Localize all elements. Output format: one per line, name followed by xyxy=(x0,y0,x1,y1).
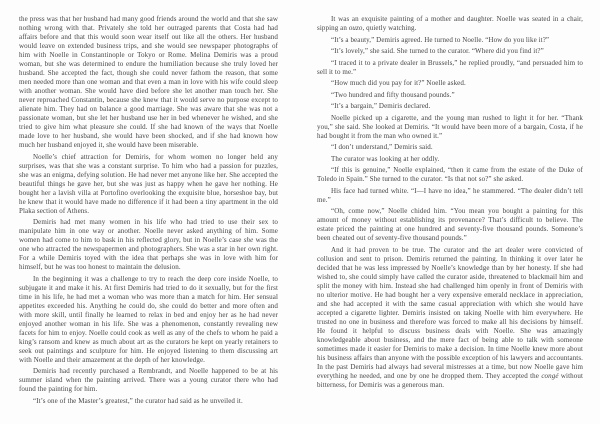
paragraph: “I traced it to a private dealer in Brussels,” he replied proudly, “and persuaded him to sell it to me.” xyxy=(317,58,583,76)
paragraph: “If this is genuine,” Noelle explained, “then it came from the estate of the Duke of Toledo in Spain.” She turned to the curator. “Is that not so?” she asked. xyxy=(317,166,583,183)
paragraph: “It’s lovely,” she said. She turned to the curator. “Where did you find it?” xyxy=(331,47,544,55)
paragraph: “Oh, come now,” Noelle chided him. “You mean you bought a painting for this amount of money without establishing its provenance? That’s difficult to believe. The estate priced the painting at one hundred and seventy-five thousand pounds. Someone’s been cheated out of seventy-five thousand pounds.” xyxy=(317,207,583,242)
paragraph: Noelle’s chief attraction for Demiris, for whom women no longer held any surprises, was that she was a constant surprise. To him who had a passion for puzzles, she was an enigma, defying solution. He had never met anyone like her. She accepted the beautiful things he gave her, but she was just as happy when he gave her nothing. He bought her a lavish villa at Portofino overlooking the exquisite blue, horseshoe bay, but he knew that it would have made no difference if it had been a tiny apartment in the old Plaka section of Athens. xyxy=(19,152,278,215)
paragraph: It was an exquisite painting of a mother and daughter. Noelle was seated in a chair, sipping an ouzo, quietly watching. xyxy=(317,15,583,32)
paragraph: In the beginning it was a challenge to try to reach the deep core inside Noelle, to subjugate it and make it his. At first Demiris had tried to do it sexually, but for the first time in his life, he had met a woman who was more than a match for him. Her sensual appetites exceeded his. Anything he could do, she could do better and more often and with more skill, until finally he learned to relax in bed and enjoy her as he had never enjoyed another woman in his life. She was a phenomenon, constantly revealing new facets for him to enjoy. Noelle could cook as well as any of the chefs to whom he paid a king’s ransom and knew as much about art as the curators he kept on yearly retainers to seek out paintings and sculpture for him. He enjoyed listening to them discussing art with Noelle and their amazement at the depth of her knowledge. xyxy=(19,274,278,364)
paragraph: “It’s one of the Master’s greatest,” the curator had said as he unveiled it. xyxy=(33,396,243,405)
paragraph: His face had turned white. “I—I have no idea,” he stammered. “The dealer didn’t tell me.” xyxy=(317,186,583,204)
paragraph: The curator was looking at her oddly. xyxy=(331,154,440,163)
paragraph: “Two hundred and fifty thousand pounds.” xyxy=(331,90,455,99)
paragraph: “It’s a bargain,” Demiris declared. xyxy=(331,102,431,110)
page-right xyxy=(317,15,583,392)
page-left xyxy=(19,15,278,408)
paragraph: Demiris had recently purchased a Rembrandt, and Noelle happened to be at his summer island when the painting arrived. There was a young curator there who had found the painting for him. xyxy=(19,367,278,393)
paragraph: “I don’t understand,” Demiris said. xyxy=(331,143,433,151)
paragraph: Demiris had met many women in his life who had tried to use their sex to manipulate him in one way or another. Noelle never asked anything of him. Some women had come to him to bask in his reflected glory, but in Noelle’s case she was the one who attracted the newspapermen and photographers. She was a star in her own right. For a while Demiris toyed with the idea that perhaps she was in love with him for himself, but he was too honest to maintain the delusion. xyxy=(19,218,278,271)
paragraph: Noelle picked up a cigarette, and the young man rushed to light it for her. “Thank you,” she said. She looked at Demiris. “It would have been more of a bargain, Costa, if he had bought it from the man who owned it.” xyxy=(317,113,583,140)
paragraph: “It’s a beauty,” Demiris agreed. He turned to Noelle. “How do you like it?” xyxy=(331,35,550,44)
paragraph: And it had proven to be true. The curator and the art dealer were convicted of collusion and sent to prison. Demiris returned the painting. In thinking it over later he decided that he was less impressed by Noelle’s knowledge than by her honesty. If she had wished to, she could simply have called the curator aside, threatened to blackmail him and split the money with him. Instead she had challenged him openly in front of Demiris with no ulterior motive. He had bought her a very expensive emerald necklace in appreciation, and she had accepted it with the same casual appreciation with which she would have accepted a cigarette lighter. Demiris insisted on taking Noelle with him everywhere. He trusted no one in business and therefore was forced to make all his decisions by himself. He found it helpful to discuss business deals with Noelle. She was amazingly knowledgeable about business, and the mere fact of being able to talk with someone sometimes made it easier for Demiris to make a decision. In time Noelle knew more about his business affairs than anyone with the possible exception of his lawyers and accountants. In the past Demiris had always had several mistresses at a time, but now Noelle gave him everything he needed, and one by one he dropped them. They accepted the congé without bitterness, for Demiris was a generous man. xyxy=(317,245,583,389)
paragraph: “How much did you pay for it?” Noelle asked. xyxy=(331,79,466,87)
paragraph: the press was that her husband had many good friends around the world and that she saw nothing wrong with that. Privately she told her outraged parents that Costa had had affairs before and that this would soon wear itself out like all the others. Her husband would leave on extended business trips, and she would see newspaper photographs of him with Noelle in Constantinople or Tokyo or Rome. Melina Demiris was a proud woman, but she was determined to endure the humiliation because she truly loved her husband. She accepted the fact, though she could never fathom the reason, that some men needed more than one woman and that even a man in love with his wife could sleep with another woman. She would have died before she let another man touch her. She never reproached Constantin, because she knew that it would serve no purpose except to alienate him. They had on balance a good marriage. She was aware that she was not a passionate woman, but she let her husband use her in bed whenever he wished, and she tried to give him what pleasure she could. If she had known of the ways that Noelle made love to her husband, she would have been shocked, and if she had known how much her husband enjoyed it, she would have been miserable. xyxy=(19,15,278,149)
